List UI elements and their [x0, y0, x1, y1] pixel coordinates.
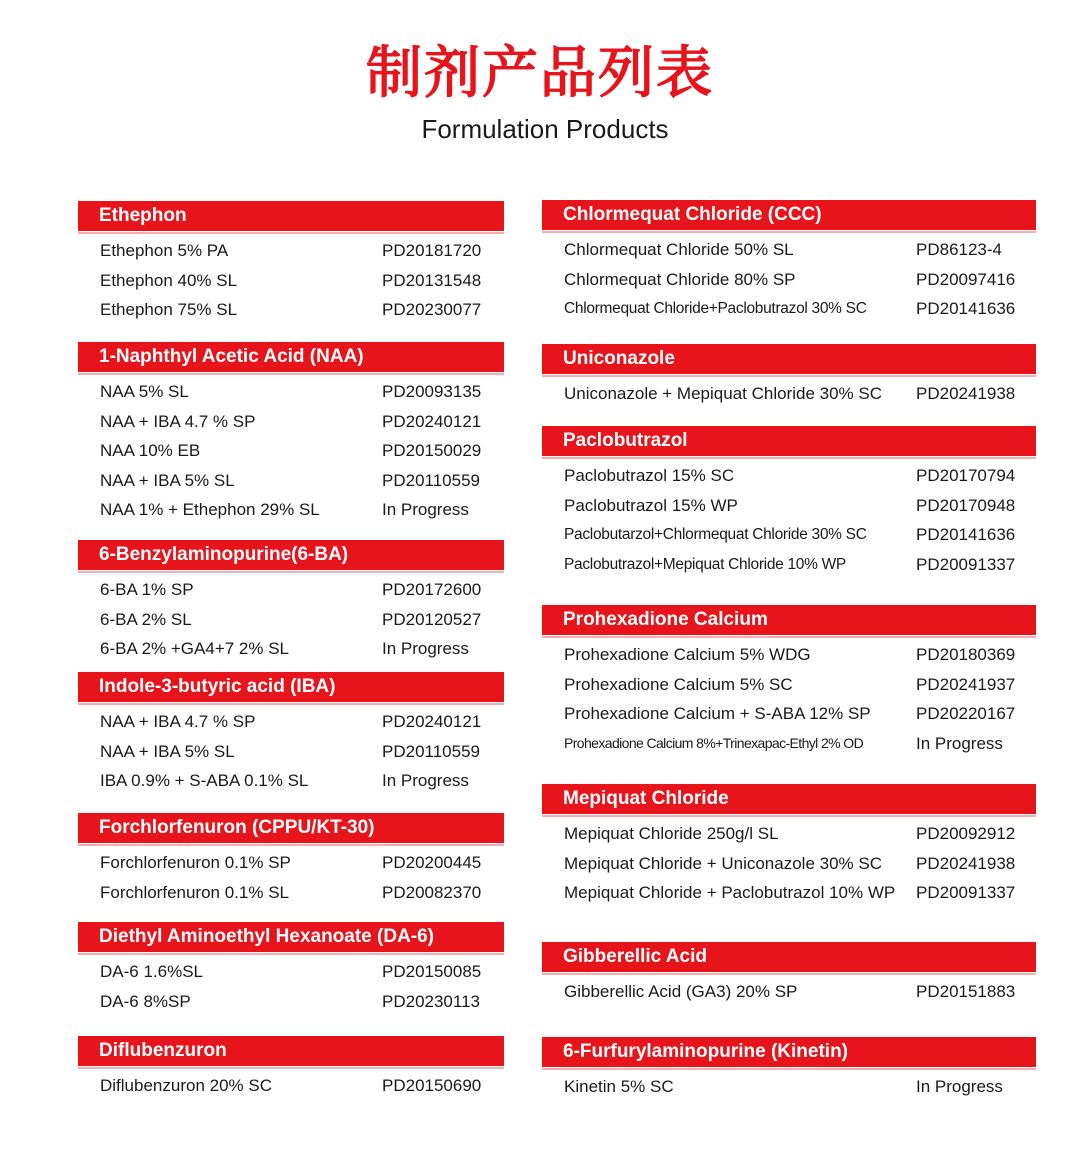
product-name: NAA 1% + Ethephon 29% SL: [100, 500, 320, 519]
product-name: Mepiquat Chloride + Paclobutrazol 10% WP: [564, 883, 896, 902]
product-row: [542, 699, 1036, 729]
product-row: [542, 461, 1036, 491]
product-name: Ethephon 5% PA: [100, 241, 229, 260]
section-header: Indole-3-butyric acid (IBA): [78, 672, 504, 702]
registration-code: PD20150085: [382, 962, 482, 981]
product-row: [78, 987, 504, 1017]
product-name: Paclobutrazol+Mepiquat Chloride 10% WP: [564, 555, 846, 573]
product-name: Gibberellic Acid (GA3) 20% SP: [564, 982, 798, 1001]
product-row: [542, 1072, 1036, 1102]
section-header: Paclobutrazol: [542, 426, 1036, 456]
registration-code: PD20150029: [382, 441, 482, 460]
section-header: Uniconazole: [542, 344, 1036, 374]
section-header: 6-Furfurylaminopurine (Kinetin): [542, 1037, 1036, 1067]
registration-code: PD20091337: [916, 554, 1016, 574]
product-name: NAA + IBA 4.7 % SP: [100, 712, 256, 731]
registration-code: PD20220167: [916, 704, 1016, 723]
product-section: [78, 813, 504, 907]
product-row: [542, 878, 1036, 908]
product-name: Chlormequat Chloride+Paclobutrazol 30% SC: [564, 300, 867, 317]
product-name: Paclobutarzol+Chlormequat Chloride 30% SC: [564, 526, 867, 543]
product-name: Diflubenzuron 20% SC: [100, 1076, 272, 1095]
registration-code: PD20181720: [382, 241, 482, 260]
product-list: [78, 372, 504, 525]
registration-code: In Progress: [382, 771, 469, 790]
product-name: Uniconazole + Mepiquat Chloride 30% SC: [564, 384, 882, 403]
registration-code: PD20230113: [382, 991, 480, 1011]
product-row: [78, 848, 504, 878]
registration-code: PD20150690: [382, 1076, 482, 1095]
product-row: [542, 379, 1036, 409]
registration-code: PD20092912: [916, 824, 1016, 843]
product-name: Prohexadione Calcium 5% WDG: [564, 645, 811, 664]
registration-code: PD20172600: [382, 580, 482, 599]
section-header: 6-Benzylaminopurine(6-BA): [78, 540, 504, 570]
product-name: DA-6 1.6%SL: [100, 962, 203, 981]
product-section: [542, 1037, 1036, 1102]
section-header: Chlormequat Chloride (CCC): [542, 200, 1036, 230]
product-section: [542, 942, 1036, 1007]
registration-code: PD20141636: [916, 299, 1016, 318]
product-row: [542, 235, 1036, 265]
product-section: [78, 1036, 504, 1101]
product-name: Ethephon 75% SL: [100, 300, 238, 319]
product-list: [542, 814, 1036, 908]
product-list: [542, 635, 1036, 758]
product-row: [78, 575, 504, 605]
registration-code: PD20230077: [382, 300, 482, 319]
product-row: [78, 295, 504, 325]
product-name: IBA 0.9% + S-ABA 0.1% SL: [100, 771, 309, 790]
product-row: [78, 407, 504, 437]
product-name: 6-BA 2% SL: [100, 609, 192, 629]
registration-code: PD20097416: [916, 269, 1016, 289]
product-list: [78, 570, 504, 664]
registration-code: PD20110559: [382, 470, 480, 490]
product-row: [542, 294, 1036, 324]
product-name: DA-6 8%SP: [100, 991, 191, 1011]
product-name: NAA + IBA 5% SL: [100, 741, 235, 761]
section-header: Gibberellic Acid: [542, 942, 1036, 972]
product-row: [542, 729, 1036, 759]
product-list: [78, 1066, 504, 1101]
product-row: [78, 605, 504, 635]
product-row: [78, 377, 504, 407]
section-header: 1-Naphthyl Acetic Acid (NAA): [78, 342, 504, 372]
product-row: [78, 466, 504, 496]
registration-code: PD20151883: [916, 982, 1016, 1001]
section-header: Forchlorfenuron (CPPU/KT-30): [78, 813, 504, 843]
product-row: [542, 670, 1036, 700]
registration-code: In Progress: [382, 639, 469, 658]
product-section: [542, 605, 1036, 758]
product-name: NAA 10% EB: [100, 441, 201, 460]
product-name: Mepiquat Chloride + Uniconazole 30% SC: [564, 853, 882, 873]
product-row: [78, 236, 504, 266]
registration-code: PD20200445: [382, 853, 482, 872]
product-row: [78, 737, 504, 767]
product-section: [542, 426, 1036, 579]
product-row: [78, 957, 504, 987]
product-row: [542, 849, 1036, 879]
section-header: Diethyl Aminoethyl Hexanoate (DA-6): [78, 922, 504, 952]
product-row: [78, 878, 504, 908]
product-row: [542, 550, 1036, 580]
section-header: Mepiquat Chloride: [542, 784, 1036, 814]
product-row: [542, 265, 1036, 295]
product-section: [542, 784, 1036, 908]
page-title-chinese: 制剂产品列表: [366, 41, 714, 106]
product-row: [78, 436, 504, 466]
product-name: Forchlorfenuron 0.1% SP: [100, 853, 291, 872]
product-name: 6-BA 2% +GA4+7 2% SL: [100, 639, 290, 658]
registration-code: PD20241938: [916, 384, 1016, 403]
product-name: Prohexadione Calcium + S-ABA 12% SP: [564, 704, 871, 723]
product-row: [542, 520, 1036, 550]
product-name: Mepiquat Chloride 250g/l SL: [564, 824, 779, 843]
section-header: Ethephon: [78, 201, 504, 231]
registration-code: PD20170794: [916, 466, 1016, 485]
registration-code: PD20091337: [916, 883, 1016, 902]
product-name: Chlormequat Chloride 50% SL: [564, 240, 794, 259]
product-list: [542, 1067, 1036, 1102]
registration-code: PD20180369: [916, 645, 1016, 664]
registration-code: PD20110559: [382, 741, 480, 761]
section-header: Prohexadione Calcium: [542, 605, 1036, 635]
product-name: Prohexadione Calcium 5% SC: [564, 674, 793, 694]
registration-code: In Progress: [916, 1077, 1003, 1096]
product-section: [78, 342, 504, 525]
product-row: [542, 640, 1036, 670]
product-section: [542, 200, 1036, 324]
product-name: Paclobutrazol 15% WP: [564, 495, 738, 515]
registration-code: PD20240121: [382, 712, 482, 731]
product-list: [78, 843, 504, 907]
product-name: Prohexadione Calcium 8%+Trinexapac-Ethyl 2% OD: [564, 734, 864, 751]
registration-code: PD20093135: [382, 382, 482, 401]
registration-code: PD20170948: [916, 495, 1016, 515]
registration-code: In Progress: [916, 733, 1003, 753]
registration-code: PD20141636: [916, 525, 1016, 544]
registration-code: PD20240121: [382, 411, 482, 431]
product-name: Ethephon 40% SL: [100, 270, 238, 290]
product-section: [78, 922, 504, 1016]
registration-code: PD20131548: [382, 270, 482, 290]
product-section: [78, 672, 504, 796]
section-header: Diflubenzuron: [78, 1036, 504, 1066]
registration-code: PD86123-4: [916, 240, 1003, 259]
product-row: [542, 491, 1036, 521]
product-name: Kinetin 5% SC: [564, 1077, 674, 1096]
product-row: [542, 977, 1036, 1007]
product-row: [78, 634, 504, 664]
page-title-english: Formulation Products: [421, 114, 669, 144]
product-name: NAA + IBA 5% SL: [100, 470, 235, 490]
product-name: Paclobutrazol 15% SC: [564, 466, 735, 485]
registration-code: PD20082370: [382, 882, 482, 902]
product-list: [542, 972, 1036, 1007]
product-section: [78, 540, 504, 664]
product-section: [78, 201, 504, 325]
product-name: NAA + IBA 4.7 % SP: [100, 411, 256, 431]
registration-code: PD20120527: [382, 609, 482, 629]
product-list: [542, 230, 1036, 324]
product-name: 6-BA 1% SP: [100, 580, 194, 599]
product-name: NAA 5% SL: [100, 382, 189, 401]
product-name: Forchlorfenuron 0.1% SL: [100, 882, 289, 902]
product-list: [542, 374, 1036, 409]
product-name: Chlormequat Chloride 80% SP: [564, 269, 796, 289]
product-list: [542, 456, 1036, 579]
product-row: [78, 1071, 504, 1101]
registration-code: PD20241937: [916, 674, 1016, 694]
registration-code: In Progress: [382, 500, 469, 519]
product-row: [78, 766, 504, 796]
registration-code: PD20241938: [916, 853, 1016, 873]
product-list: [78, 702, 504, 796]
product-section: [542, 344, 1036, 409]
product-list: [78, 952, 504, 1016]
product-row: [78, 266, 504, 296]
product-list: [78, 231, 504, 325]
product-row: [78, 707, 504, 737]
product-row: [78, 495, 504, 525]
product-row: [542, 819, 1036, 849]
